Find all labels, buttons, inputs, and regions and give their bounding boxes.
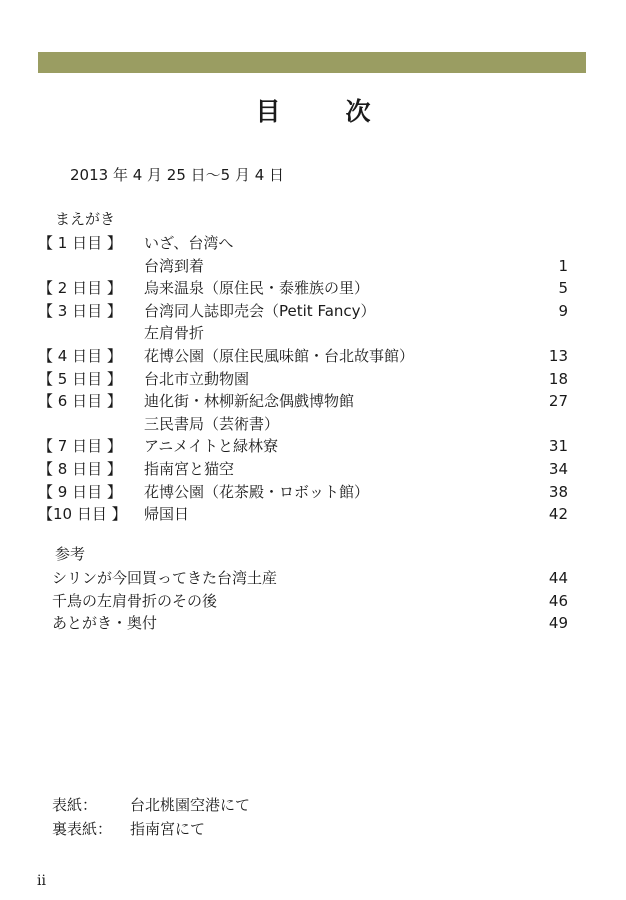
day-label: 【 5 日目 】: [38, 369, 122, 388]
back-cover-value: 指南宮にて: [130, 820, 206, 838]
day-label: 【 8 日目 】: [38, 459, 122, 478]
page-number: 18: [548, 369, 568, 388]
day-label: 【 6 日目 】: [38, 392, 122, 411]
header-band: [38, 52, 586, 73]
page-number: 5: [558, 279, 568, 298]
page-number: 31: [548, 437, 568, 456]
reference-entry: シリンが今回買ってきた台湾土産: [52, 569, 278, 587]
day-label: 【 7 日目 】: [38, 437, 122, 456]
front-cover-label: 表紙：: [52, 796, 98, 814]
page-number: 9: [558, 301, 568, 320]
day-label: 【 9 日目 】: [38, 482, 122, 501]
page-number: 1: [558, 256, 568, 275]
reference-row: [52, 567, 568, 590]
reference-row: [52, 590, 568, 613]
toc-entry: 花博公園（花茶殿・ロボット館）: [144, 482, 370, 501]
toc-row: [38, 503, 568, 526]
page-number: 49: [548, 614, 568, 633]
toc-row: [38, 255, 568, 278]
day-label: 【 1 日目 】: [38, 234, 122, 252]
toc-entry: 左肩骨折: [144, 324, 205, 343]
day-label: 【10 日目 】: [38, 505, 127, 524]
toc-entry: 烏来温泉（原住民・泰雅族の里）: [144, 279, 370, 298]
reference-heading: 参考: [55, 545, 86, 563]
front-cover-value: 台北桃園空港にて: [130, 796, 251, 814]
page-title: 目 次: [255, 97, 391, 126]
toc-entry: 台北市立動物園: [144, 369, 250, 388]
trip-dates: 2013 年 4 月 25 日〜5 月 4 日: [70, 166, 285, 184]
toc-entry-preface: まえがき: [55, 210, 116, 228]
toc-entry: 花博公園（原住民風味館・台北故事館）: [144, 346, 415, 365]
toc-row: [38, 458, 568, 481]
page-number: 42: [548, 505, 568, 524]
back-cover-label: 裏表紙：: [52, 820, 113, 838]
toc-entry: 指南宮と猫空: [144, 459, 235, 478]
toc-row: [38, 390, 568, 413]
reference-row: [52, 612, 568, 635]
toc-row: [38, 435, 568, 458]
reference-entry: 千鳥の左肩骨折のその後: [52, 591, 218, 610]
toc-entry: 台湾到着: [144, 256, 205, 275]
toc-row: [38, 413, 568, 436]
toc-entry: 帰国日: [144, 505, 190, 524]
toc-entry: 台湾同人誌即売会（Petit Fancy）: [144, 301, 376, 320]
reference-entry: あとがき・奥付: [52, 614, 158, 633]
page-number: 46: [548, 591, 568, 610]
toc-row: [38, 300, 568, 323]
page-number: 38: [548, 482, 568, 501]
toc-entry: いざ、台湾へ: [144, 234, 234, 252]
toc-row: [38, 345, 568, 368]
toc-entry: アニメイトと緑林寮: [144, 437, 278, 456]
day-label: 【 4 日目 】: [38, 346, 122, 365]
page-folio: ii: [37, 873, 46, 889]
toc-row: [38, 368, 568, 391]
toc-entry: 迪化街・林柳新紀念偶戲博物館: [144, 392, 355, 411]
reference-list: [52, 567, 568, 635]
page-number: 27: [548, 392, 568, 411]
page-number: 13: [548, 346, 568, 365]
page-number: 34: [548, 459, 568, 478]
toc-row: [38, 277, 568, 300]
toc-list: [38, 232, 568, 526]
page-number: 44: [548, 569, 568, 587]
toc-entry: 三民書局（芸術書）: [144, 414, 280, 433]
toc-row: [38, 481, 568, 504]
day-label: 【 3 日目 】: [38, 301, 122, 320]
day-label: 【 2 日目 】: [38, 279, 122, 298]
toc-row: [38, 322, 568, 345]
toc-row: [38, 232, 568, 255]
